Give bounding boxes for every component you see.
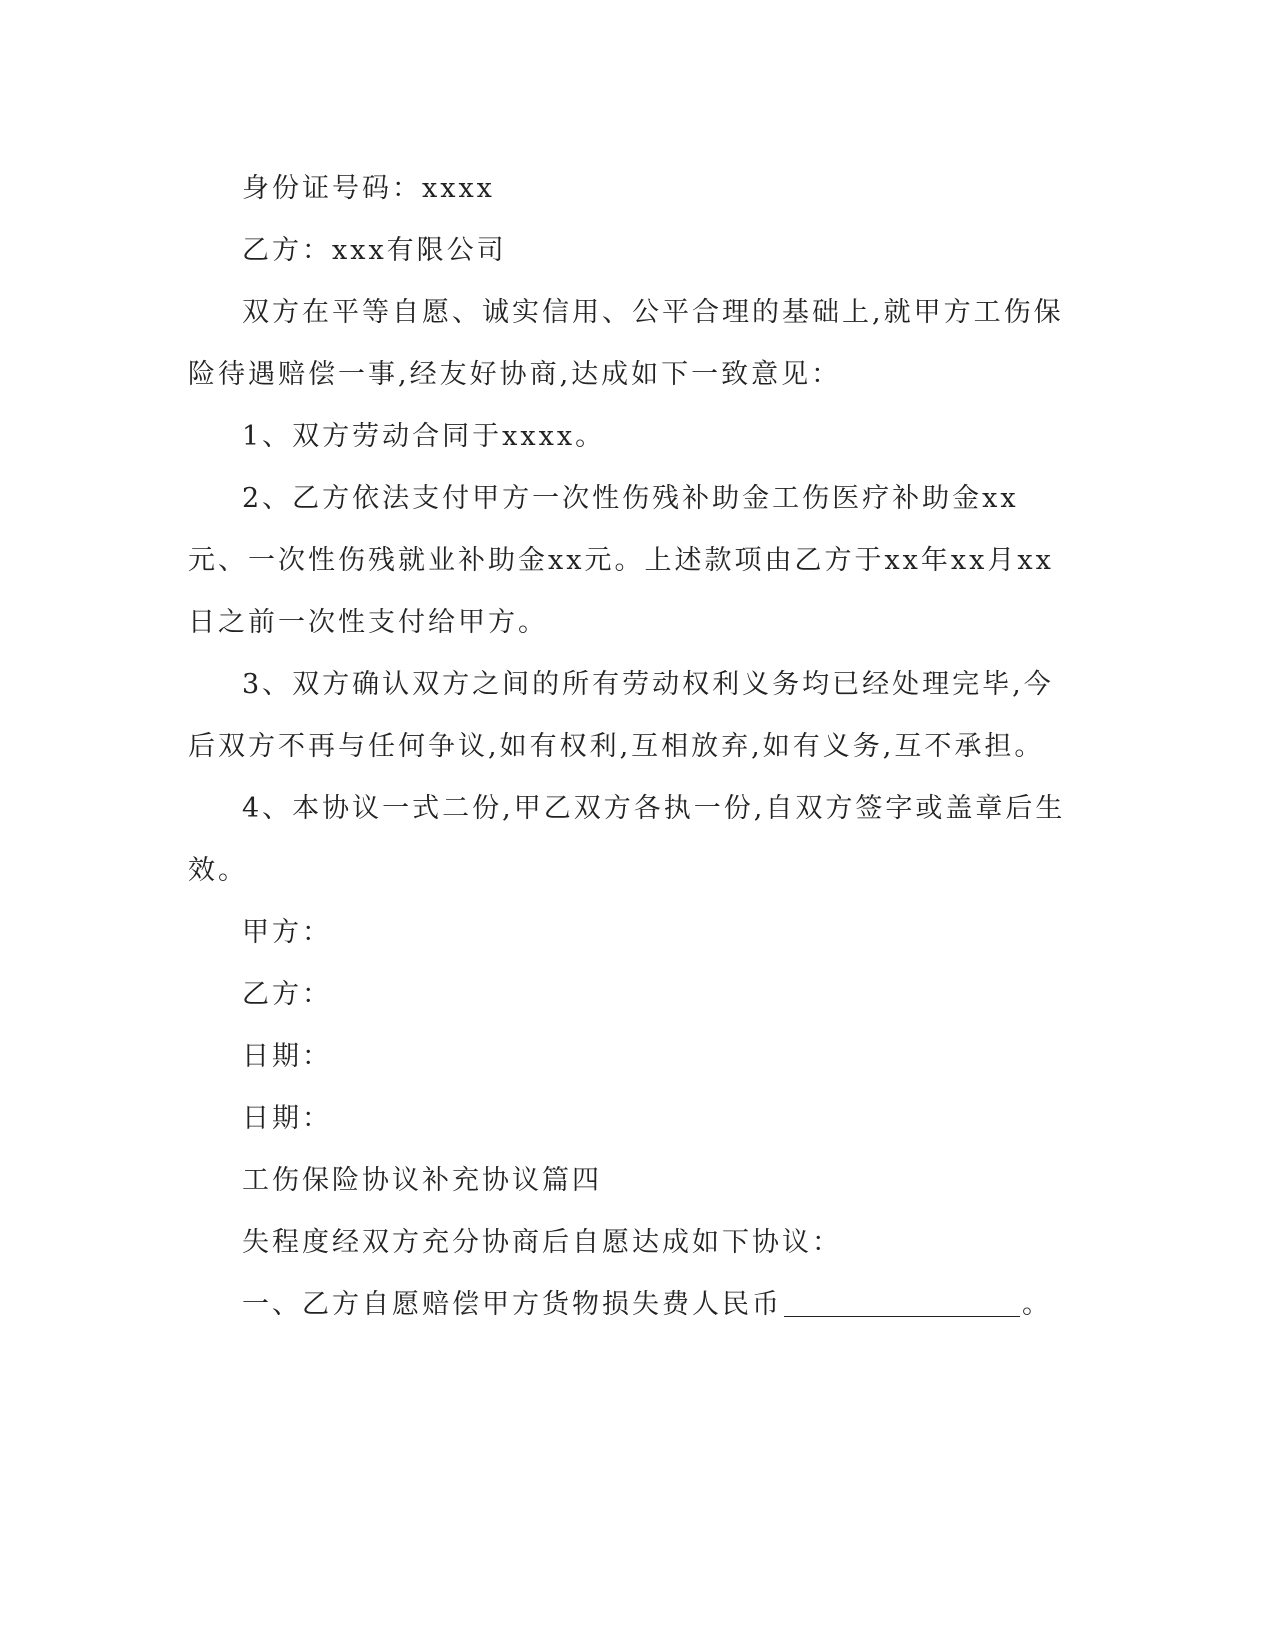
sign-date-1: 日期： [242, 1041, 332, 1072]
amount-blank [784, 1288, 1020, 1317]
document-body [188, 158, 1078, 1336]
clause-2: 2、乙方依法支付甲方一次性伤残补助金工伤医疗补助金xx元、一次性伤残就业补助金xx元。上述款项由乙方于xx年xx月xx日之前一次性支付给甲方。 [188, 483, 1054, 638]
sign-party-b: 乙方： [242, 979, 332, 1010]
party-b-line: 乙方：xxx有限公司 [242, 235, 507, 266]
sign-party-a: 甲方： [242, 917, 332, 948]
clause-4: 4、本协议一式二份,甲乙双方各执一份,自双方签字或盖章后生效。 [188, 793, 1066, 886]
clause-1: 1、双方劳动合同于xxxx。 [242, 421, 606, 452]
item-1 [188, 1274, 1078, 1336]
item-1-end: 。 [1022, 1289, 1052, 1320]
id-number-line: 身份证号码：xxxx [242, 173, 495, 204]
section-title: 工伤保险协议补充协议篇四 [242, 1165, 602, 1196]
intro-paragraph: 双方在平等自愿、诚实信用、公平合理的基础上,就甲方工伤保险待遇赔偿一事,经友好协商,达成如下一致意见： [188, 297, 1064, 390]
clause-3: 3、双方确认双方之间的所有劳动权利义务均已经处理完毕,今后双方不再与任何争议,如有权利,互相放弃,如有义务,互不承担。 [188, 669, 1054, 762]
sign-date-2: 日期： [242, 1103, 332, 1134]
section-intro: 失程度经双方充分协商后自愿达成如下协议： [242, 1227, 842, 1258]
item-1-text: 一、乙方自愿赔偿甲方货物损失费人民币 [242, 1289, 782, 1320]
